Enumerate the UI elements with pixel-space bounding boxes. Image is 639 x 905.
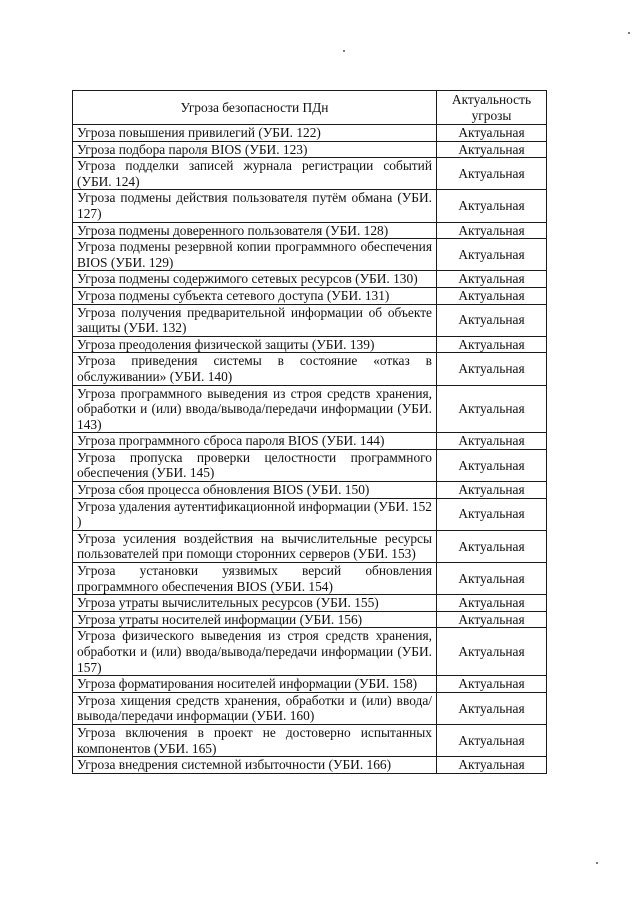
table-row <box>73 385 547 433</box>
threat-cell: Угроза внедрения системной избыточности (УБИ. 166) <box>73 757 437 774</box>
status-cell: Актуальная <box>437 158 547 190</box>
status-cell: Актуальная <box>437 239 547 271</box>
status-cell: Актуальная <box>437 757 547 774</box>
threat-cell: Угроза установки уязвимых версий обновления программного обеспечения BIOS (УБИ. 154) <box>73 563 437 595</box>
status-cell: Актуальная <box>437 336 547 353</box>
table-row <box>73 271 547 288</box>
threat-cell: Угроза хищения средств хранения, обработки и (или) ввода/вывода/передачи информации (УБИ. 160) <box>73 692 437 724</box>
threat-cell: Угроза подмены субъекта сетевого доступа (УБИ. 131) <box>73 287 437 304</box>
status-cell: Актуальная <box>437 530 547 562</box>
table-body <box>73 125 547 774</box>
threat-cell: Угроза подмены содержимого сетевых ресурсов (УБИ. 130) <box>73 271 437 288</box>
status-cell: Актуальная <box>437 271 547 288</box>
status-cell: Актуальная <box>437 449 547 481</box>
threat-cell: Угроза сбоя процесса обновления BIOS (УБИ. 150) <box>73 482 437 499</box>
table-row <box>73 125 547 142</box>
threat-cell: Угроза подбора пароля BIOS (УБИ. 123) <box>73 141 437 158</box>
table-row <box>73 353 547 385</box>
scan-speck-bottom <box>596 862 598 864</box>
status-cell: Актуальная <box>437 498 547 530</box>
status-cell: Актуальная <box>437 433 547 450</box>
status-cell: Актуальная <box>437 595 547 612</box>
status-cell: Актуальная <box>437 628 547 676</box>
status-cell: Актуальная <box>437 125 547 142</box>
threat-cell: Угроза физического выведения из строя средств хранения, обработки и (или) ввода/вывода/передачи информации (УБИ. 157) <box>73 628 437 676</box>
threat-cell: Угроза подмены доверенного пользователя (УБИ. 128) <box>73 222 437 239</box>
threat-cell: Угроза удаления аутентификационной информации (УБИ. 152 ) <box>73 498 437 530</box>
table-row <box>73 628 547 676</box>
threat-cell: Угроза подмены действия пользователя путём обмана (УБИ. 127) <box>73 190 437 222</box>
status-cell: Актуальная <box>437 482 547 499</box>
table-row <box>73 141 547 158</box>
status-cell: Актуальная <box>437 190 547 222</box>
status-cell: Актуальная <box>437 611 547 628</box>
table-row <box>73 692 547 724</box>
header-threat: Угроза безопасности ПДн <box>73 91 437 125</box>
threat-cell: Угроза программного сброса пароля BIOS (УБИ. 144) <box>73 433 437 450</box>
table-row <box>73 563 547 595</box>
table-row <box>73 336 547 353</box>
threat-cell: Угроза подделки записей журнала регистрации событий (УБИ. 124) <box>73 158 437 190</box>
table-row <box>73 190 547 222</box>
status-cell: Актуальная <box>437 287 547 304</box>
table-row <box>73 222 547 239</box>
scan-speck-corner <box>628 32 630 34</box>
table-row <box>73 482 547 499</box>
table-row <box>73 724 547 756</box>
table-row <box>73 449 547 481</box>
table-row <box>73 158 547 190</box>
status-cell: Актуальная <box>437 304 547 336</box>
threat-cell: Угроза подмены резервной копии программного обеспечения BIOS (УБИ. 129) <box>73 239 437 271</box>
table-header-row <box>73 91 547 125</box>
table-row <box>73 498 547 530</box>
threat-cell: Угроза пропуска проверки целостности программного обеспечения (УБИ. 145) <box>73 449 437 481</box>
threat-cell: Угроза утраты вычислительных ресурсов (УБИ. 155) <box>73 595 437 612</box>
status-cell: Актуальная <box>437 222 547 239</box>
threat-cell: Угроза утраты носителей информации (УБИ. 156) <box>73 611 437 628</box>
threats-table <box>72 90 547 774</box>
table-row <box>73 611 547 628</box>
status-cell: Актуальная <box>437 563 547 595</box>
table-row <box>73 304 547 336</box>
threat-cell: Угроза приведения системы в состояние «отказ в обслуживании» (УБИ. 140) <box>73 353 437 385</box>
scan-speck-top <box>343 50 345 52</box>
threat-cell: Угроза включения в проект не достоверно испытанных компонентов (УБИ. 165) <box>73 724 437 756</box>
status-cell: Актуальная <box>437 724 547 756</box>
threat-cell: Угроза усиления воздействия на вычислительные ресурсы пользователей при помощи сторонних серверов (УБИ. 153) <box>73 530 437 562</box>
table-row <box>73 595 547 612</box>
table-row <box>73 676 547 693</box>
threat-cell: Угроза программного выведения из строя средств хранения, обработки и (или) ввода/вывода/передачи информации (УБИ. 143) <box>73 385 437 433</box>
threat-cell: Угроза форматирования носителей информации (УБИ. 158) <box>73 676 437 693</box>
threat-cell: Угроза получения предварительной информации об объекте защиты (УБИ. 132) <box>73 304 437 336</box>
header-relevance: Актуальность угрозы <box>437 91 547 125</box>
status-cell: Актуальная <box>437 141 547 158</box>
table-row <box>73 433 547 450</box>
threat-cell: Угроза повышения привилегий (УБИ. 122) <box>73 125 437 142</box>
status-cell: Актуальная <box>437 692 547 724</box>
threat-cell: Угроза преодоления физической защиты (УБИ. 139) <box>73 336 437 353</box>
status-cell: Актуальная <box>437 676 547 693</box>
table-row <box>73 239 547 271</box>
status-cell: Актуальная <box>437 353 547 385</box>
table-row <box>73 287 547 304</box>
status-cell: Актуальная <box>437 385 547 433</box>
table-row <box>73 530 547 562</box>
table-row <box>73 757 547 774</box>
